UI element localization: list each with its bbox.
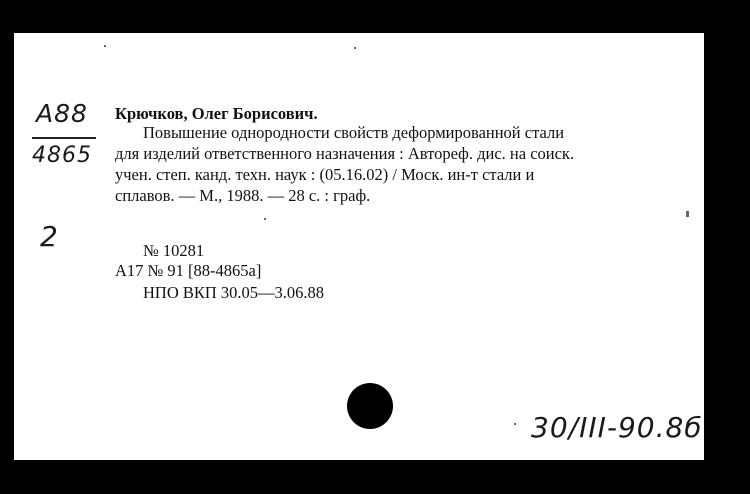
scan-speck: [104, 45, 106, 47]
shelf-mark-bottom: 4865: [32, 143, 92, 168]
accession-source: НПО ВКП 30.05—3.06.88: [143, 283, 325, 302]
catalog-card: [14, 33, 704, 460]
description-line: учен. степ. канд. техн. наук : (05.16.02) / Моск. ин-т стали и: [115, 165, 535, 184]
handwritten-date: 30/III-90.8б: [531, 411, 703, 444]
accession-number: № 10281: [143, 241, 205, 260]
scan-speck: [514, 423, 516, 425]
scan-speck: [264, 218, 266, 220]
punch-hole: [347, 383, 393, 429]
scan-speck: [354, 47, 356, 49]
accession-code: А17 № 91 [88-4865а]: [115, 261, 262, 280]
description-line: для изделий ответственного назначения : Автореф. дис. на соиск.: [115, 144, 575, 163]
description-line: Повышение однородности свойств деформированной стали: [143, 123, 565, 142]
scan-speck: [686, 211, 689, 217]
copy-mark: 2: [40, 220, 58, 253]
description-line: сплавов. — М., 1988. — 28 с. : граф.: [115, 186, 371, 205]
shelf-mark-divider: [32, 137, 96, 139]
shelf-mark-top: A88: [36, 99, 88, 128]
bibliographic-description: [115, 122, 677, 206]
author-heading: Крючков, Олег Борисович.: [115, 104, 318, 123]
